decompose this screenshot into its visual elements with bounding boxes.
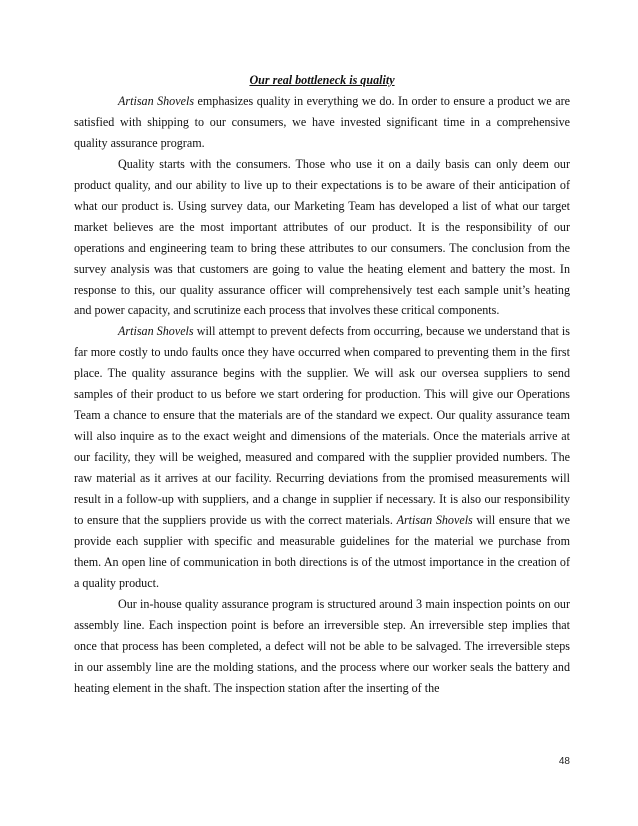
page-number: 48 [558,756,570,767]
paragraph-text: will attempt to prevent defects from occurring, because we understand that is far more costly to undo faults once they have occurred when compared to preventing them in the first place. The quality assurance begins with the supplier. We will ask our oversea suppliers to send samples of their product to us before we start ordering for production. This will give our Operations Team a chance to ensure that the materials are of the standard we expect. Our quality assurance team will also inquire as to the exact weight and dimensions of the materials. Once the materials arrive at our facility, they will be weighed, measured and compared with the supplier provided numbers. The raw material as it arrives at our facility. Recurring deviations from the promised measurements will result in a follow-up with suppliers, and a change in supplier if necessary. It is also our responsibility to ensure that the suppliers provide us with the correct materials. [74,324,570,528]
company-name-text: Artisan Shovels [396,513,473,528]
paragraph-text: Quality starts with the consumers. Those who use it on a daily basis can only deem our product quality, and our ability to live up to their expectations is to be aware of their anticipation of what our product is. Using survey data, our Marketing Team has developed a list of what our target market believes are the most important attributes of our product. It is the responsibility of our operations and engineering team to bring these attributes to our consumers. The conclusion from the survey analysis was that customers are going to value the heating element and battery the most. In response to this, our quality assurance officer will comprehensively test each sample unit’s heating and power capacity, and scrutinize each process that involves these critical components. [74,156,570,318]
paragraph-text: Our in-house quality assurance program is structured around 3 main inspection points on our assembly line. Each inspection point is before an irreversible step. An irreversible step implies that once that process has been completed, a defect will not be able to be salvaged. The irreversible steps in our assembly line are the molding stations, and the process where our worker seals the battery and heating element in the shaft. The inspection station after the inserting of the [74,596,570,695]
company-name-text: Artisan Shovels [118,324,194,339]
section-heading: Our real bottleneck is quality [249,73,395,87]
company-name-text: Artisan Shovels [118,93,195,108]
paragraph-4 [74,594,570,699]
document-body [74,70,570,699]
paragraph-3 [74,321,570,593]
paragraph-text: will ensure that we provide each supplier with specific and measurable guidelines for the material we purchase from them. An open line of communication in both directions is of the utmost importance in the creation of a quality product. [74,513,570,590]
paragraph-1 [74,91,570,154]
paragraph-text: emphasizes quality in everything we do. In order to ensure a product we are satisfied with shipping to our consumers, we have invested significant time in a comprehensive quality assurance program. [74,93,570,150]
paragraph-2 [74,154,570,322]
